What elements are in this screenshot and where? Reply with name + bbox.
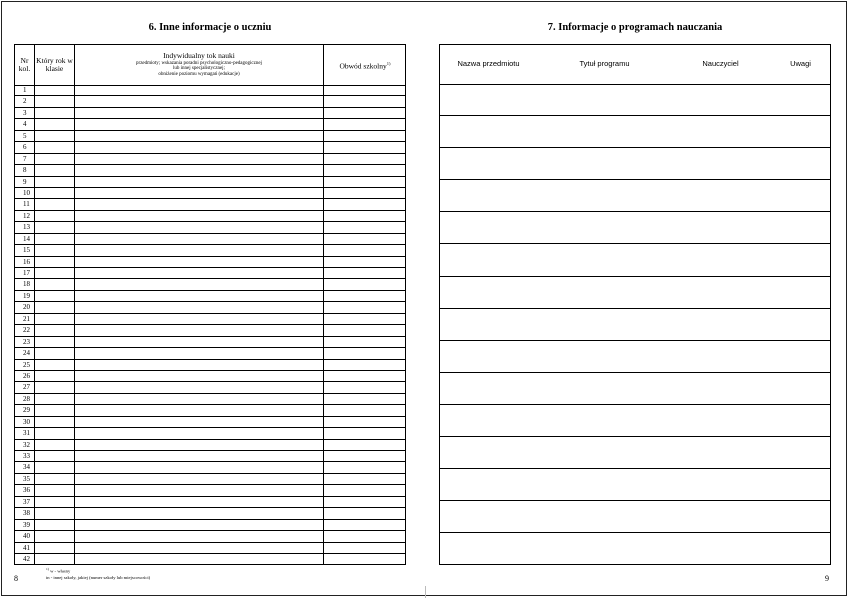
header-program: Tytuł programu [579, 59, 630, 69]
row-number: 7 [23, 154, 27, 163]
table-row [15, 302, 405, 313]
header-indywidualny-tok: Indywidualny tok nauki przedmioty; wskazania poradni psychologiczno-pedagogicznej lub innej specjalistycznej; obniżenie poziomu wymagań (edukacje) [136, 51, 262, 78]
table-row [15, 474, 405, 485]
row-number: 12 [23, 211, 30, 220]
table-row [440, 533, 830, 565]
row-number: 34 [23, 463, 30, 472]
row-number: 20 [23, 303, 30, 312]
row-number: 14 [23, 234, 30, 243]
table-row [15, 462, 405, 473]
table-row [15, 154, 405, 165]
table-row [440, 373, 830, 405]
page-fold [425, 586, 426, 598]
table-row [440, 501, 830, 533]
table-row [15, 348, 405, 359]
row-number: 36 [23, 486, 30, 495]
row-number: 40 [23, 532, 30, 541]
table-row [440, 277, 830, 309]
table-row [15, 440, 405, 451]
table-row [15, 177, 405, 188]
table-row [440, 405, 830, 437]
table-row [15, 268, 405, 279]
row-number: 8 [23, 166, 27, 175]
header-uwagi: Uwagi [790, 59, 811, 69]
table-row [15, 108, 405, 119]
row-number: 41 [23, 543, 30, 552]
row-number: 1 [23, 86, 27, 94]
row-number: 33 [23, 452, 30, 460]
row-number: 27 [23, 383, 30, 392]
row-number: 11 [23, 200, 30, 209]
table-row [15, 485, 405, 496]
table-row [440, 341, 830, 373]
header-obwod: Obwód szkolny$^{1)}$ [339, 60, 391, 70]
row-number: 19 [23, 291, 30, 300]
page-number: 9 [825, 574, 829, 583]
table-row [440, 469, 830, 501]
row-number: 31 [23, 429, 30, 438]
row-number: 13 [23, 223, 30, 232]
row-number: 3 [23, 108, 27, 117]
row-number: 23 [23, 337, 30, 346]
row-number: 4 [23, 120, 27, 129]
student-info-table [14, 44, 406, 565]
table-row [440, 437, 830, 469]
section-7-title: 7. Informacje o programach nauczania [547, 22, 723, 33]
row-number: 5 [23, 131, 27, 140]
page-number: 8 [14, 574, 18, 583]
row-number: 25 [23, 360, 30, 369]
table-row [15, 520, 405, 531]
student-info-rows [15, 85, 405, 564]
table-row [15, 325, 405, 336]
row-number: 26 [23, 371, 30, 380]
table-row [15, 508, 405, 519]
table-row [15, 96, 405, 107]
table-row [15, 337, 405, 348]
header-nr: Nr kol. [18, 55, 31, 73]
row-number: 30 [23, 417, 30, 426]
table-row [15, 371, 405, 382]
table-row [15, 405, 405, 416]
table-row [15, 245, 405, 256]
table-row [15, 554, 405, 565]
table-row [15, 257, 405, 268]
table-row [15, 222, 405, 233]
table-row [15, 211, 405, 222]
row-number: 28 [23, 394, 30, 403]
table-row [15, 142, 405, 153]
table-row [15, 451, 405, 462]
table-row [15, 199, 405, 210]
programs-rows [440, 84, 830, 564]
row-number: 29 [23, 406, 30, 415]
table-row [440, 148, 830, 180]
header-nauczyciel: Nauczyciel [702, 59, 739, 69]
row-number: 32 [23, 440, 30, 449]
row-number: 22 [23, 326, 30, 335]
row-number: 38 [23, 509, 30, 518]
table-row [15, 497, 405, 508]
table-row [440, 212, 830, 244]
row-number: 2 [23, 97, 27, 106]
table-row [15, 360, 405, 371]
table-row [15, 131, 405, 142]
table-row [15, 165, 405, 176]
table-row [440, 180, 830, 212]
row-number: 42 [23, 554, 30, 563]
header-rok: Który rok w klasie [36, 55, 73, 73]
table-row [15, 85, 405, 96]
table-row [440, 116, 830, 148]
programs-table-header [440, 45, 830, 85]
table-row [15, 234, 405, 245]
row-number: 16 [23, 257, 30, 266]
footnote: $^{1)}$ w - własny in - innej szkoły, jakiej (numer szkoły lub miejscowości) [46, 567, 151, 580]
row-number: 24 [23, 349, 30, 358]
row-number: 35 [23, 474, 30, 483]
row-number: 18 [23, 280, 30, 289]
table-row [15, 119, 405, 130]
table-row [15, 394, 405, 405]
table-row [440, 84, 830, 116]
row-number: 37 [23, 497, 30, 506]
row-number: 21 [23, 314, 30, 323]
row-number: 9 [23, 177, 27, 186]
table-row [15, 531, 405, 542]
table-row [15, 188, 405, 199]
header-przedmiot: Nazwa przedmiotu [457, 59, 520, 69]
section-6-title: 6. Inne informacje o uczniu [148, 22, 272, 33]
row-number: 10 [23, 188, 30, 197]
table-row [15, 428, 405, 439]
row-number: 6 [23, 143, 27, 152]
table-row [15, 417, 405, 428]
row-number: 15 [23, 246, 30, 255]
programs-table [439, 44, 831, 565]
row-number: 39 [23, 520, 30, 529]
table-row [15, 291, 405, 302]
table-row [15, 314, 405, 325]
table-row [440, 309, 830, 341]
table-row [440, 244, 830, 276]
row-number: 17 [23, 269, 30, 277]
table-row [15, 382, 405, 393]
table-row [15, 279, 405, 290]
page-right [425, 0, 850, 599]
table-row [15, 543, 405, 554]
